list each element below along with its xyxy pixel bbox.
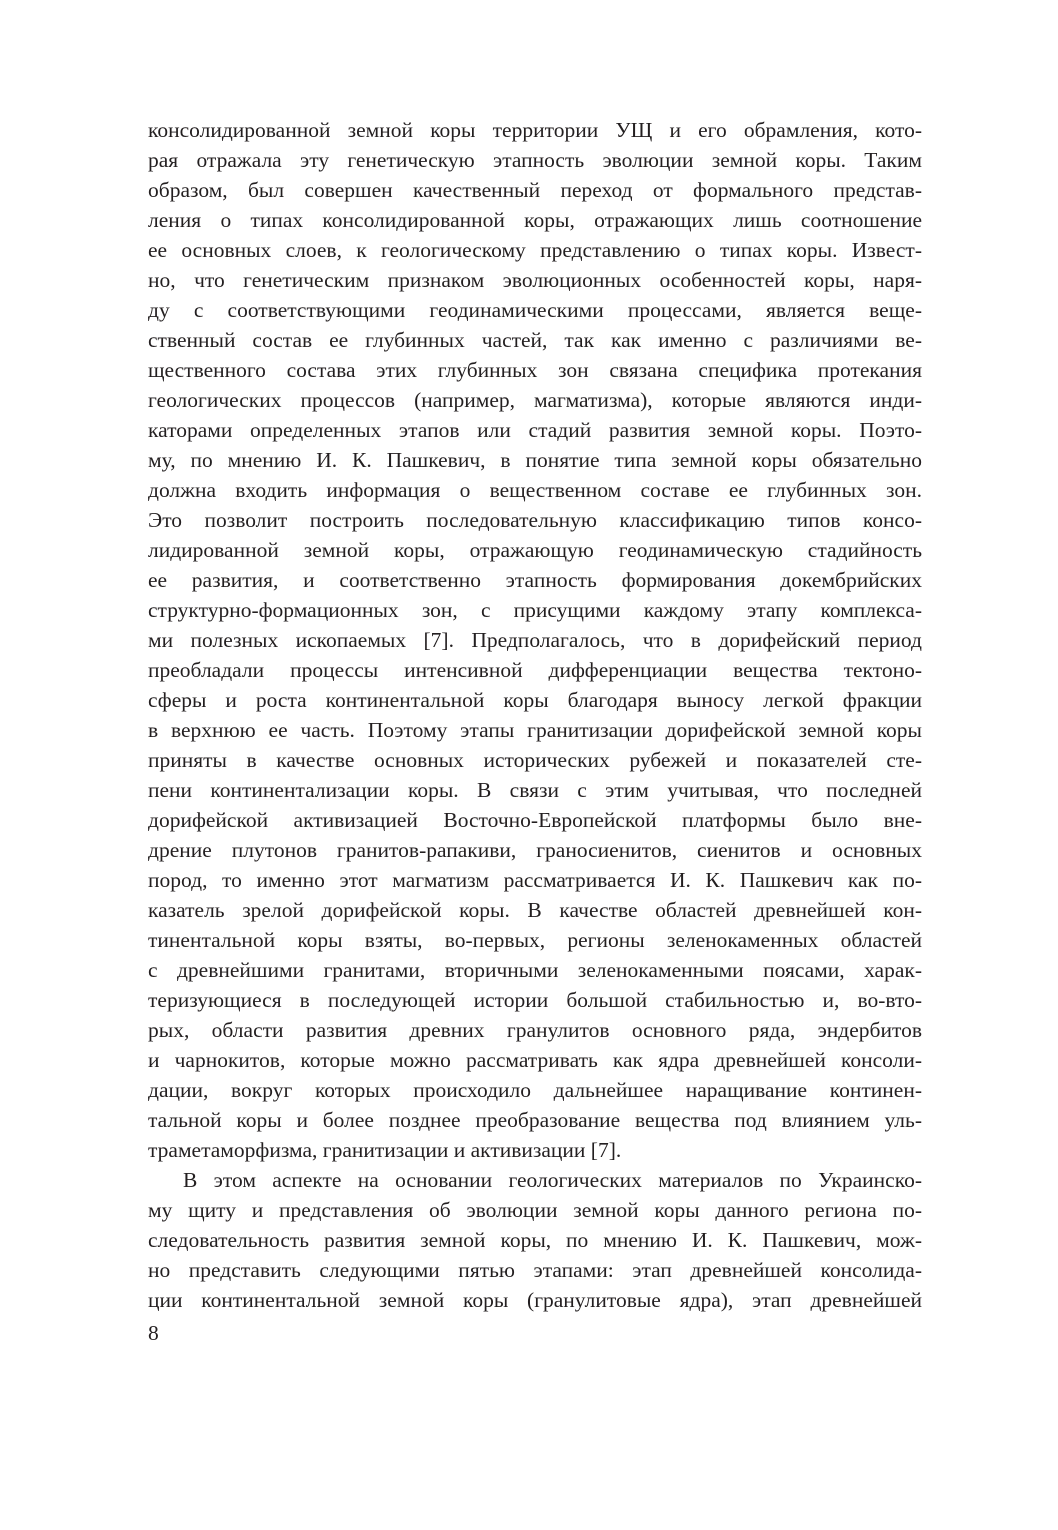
- text-line: рая отражала эту генетическую этапность эволюции земной коры. Таким: [148, 148, 922, 172]
- text-line: дорифейской активизацией Восточно-Европейской платформы было вне-: [148, 808, 922, 832]
- text-line: пород, то именно этот магматизм рассматривается И. К. Пашкевич как по-: [148, 868, 922, 892]
- text-line: Это позволит построить последовательную классификацию типов консо-: [148, 508, 922, 532]
- text-line: ления о типах консолидированной коры, отражающих лишь соотношение: [148, 208, 922, 232]
- text-line: каторами определенных этапов или стадий развития земной коры. Поэто-: [148, 418, 922, 442]
- text-line: траметаморфизма, гранитизации и активизации [7].: [148, 1138, 622, 1162]
- text-line: но, что генетическим признаком эволюционных особенностей коры, наря-: [148, 268, 922, 292]
- text-line: следовательность развития земной коры, по мнению И. К. Пашкевич, мож-: [148, 1228, 922, 1252]
- text-line: пени континентализации коры. В связи с этим учитывая, что последней: [148, 778, 922, 802]
- text-line: ее развития, и соответственно этапность формирования докембрийских: [148, 568, 922, 592]
- text-line: геологических процессов (например, магматизма), которые являются инди-: [148, 388, 922, 412]
- text-line: ми полезных ископаемых [7]. Предполагалось, что в дорифейский период: [148, 628, 922, 652]
- text-line: тинентальной коры взяты, во-первых, регионы зеленокаменных областей: [148, 928, 922, 952]
- text-line: му, по мнению И. К. Пашкевич, в понятие типа земной коры обязательно: [148, 448, 922, 472]
- text-line: образом, был совершен качественный переход от формального представ-: [148, 178, 922, 202]
- text-line: В этом аспекте на основании геологических материалов по Украинско-: [183, 1168, 922, 1192]
- text-line: му щиту и представления об эволюции земной коры данного региона по-: [148, 1198, 922, 1222]
- text-line: щественного состава этих глубинных зон связана специфика протекания: [148, 358, 922, 382]
- text-line: тальной коры и более позднее преобразование вещества под влиянием уль-: [148, 1108, 922, 1132]
- text-line: структурно-формационных зон, с присущими каждому этапу комплекса-: [148, 598, 922, 622]
- text-line: лидированной земной коры, отражающую геодинамическую стадийность: [148, 538, 922, 562]
- text-line: ду с соответствующими геодинамическими процессами, является веще-: [148, 298, 922, 322]
- text-line: ственный состав ее глубинных частей, так как именно с различиями ве-: [148, 328, 922, 352]
- page-body: [148, 115, 922, 1315]
- text-line: преобладали процессы интенсивной дифференциации вещества тектоно-: [148, 658, 922, 682]
- text-line: и чарнокитов, которые можно рассматривать как ядра древнейшей консоли-: [148, 1048, 922, 1072]
- paragraph-2: [148, 1165, 922, 1315]
- text-line: но представить следующими пятью этапами: этап древнейшей консолида-: [148, 1258, 922, 1282]
- text-line: в верхнюю ее часть. Поэтому этапы гранитизации дорифейской земной коры: [148, 718, 922, 742]
- text-line: консолидированной земной коры территории УЩ и его обрамления, кото-: [148, 118, 922, 142]
- text-line: ции континентальной земной коры (гранулитовые ядра), этап древнейшей: [148, 1288, 922, 1312]
- text-line: дрение плутонов гранитов-рапакиви, граносиенитов, сиенитов и основных: [148, 838, 922, 862]
- text-line: дации, вокруг которых происходило дальнейшее наращивание континен-: [148, 1078, 922, 1102]
- text-line: рых, области развития древних гранулитов основного ряда, эндербитов: [148, 1018, 922, 1042]
- text-line: ее основных слоев, к геологическому представлению о типах коры. Извест-: [148, 238, 922, 262]
- text-line: теризующиеся в последующей истории большой стабильностью и, во-вто-: [148, 988, 922, 1012]
- text-line: казатель зрелой дорифейской коры. В качестве областей древнейшей кон-: [148, 898, 922, 922]
- text-line: с древнейшими гранитами, вторичными зеленокаменными поясами, харак-: [148, 958, 922, 982]
- text-line: сферы и роста континентальной коры благодаря выносу легкой фракции: [148, 688, 922, 712]
- paragraph-1: [148, 115, 922, 1165]
- page-number: 8: [148, 1321, 159, 1345]
- text-line: приняты в качестве основных исторических рубежей и показателей сте-: [148, 748, 922, 772]
- text-line: должна входить информация о вещественном составе ее глубинных зон.: [148, 478, 922, 502]
